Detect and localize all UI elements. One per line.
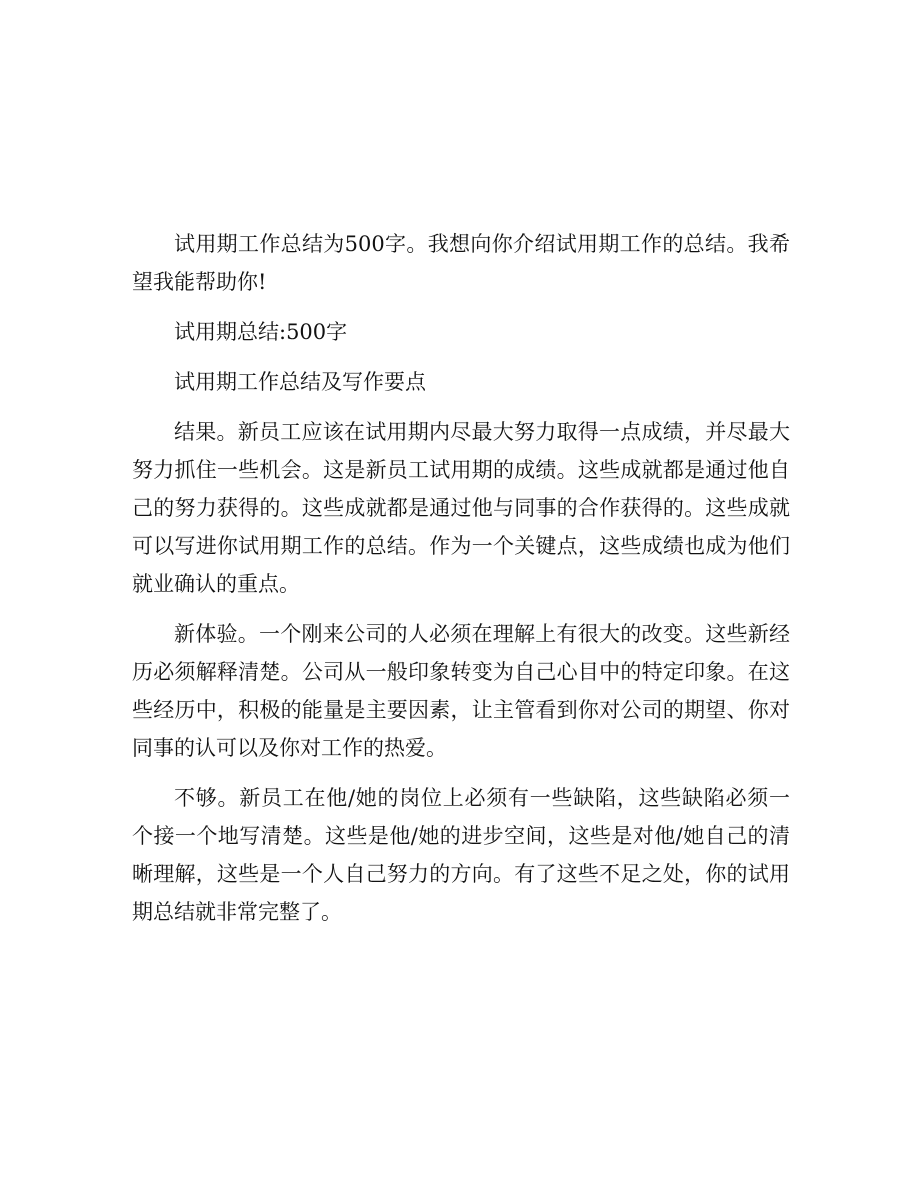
summary-heading: 试用期总结:500字 <box>174 320 348 344</box>
document-body <box>132 225 790 943</box>
section-heading: 试用期工作总结及写作要点 <box>174 370 426 394</box>
shortcomings-paragraph: 不够。新员工在他/她的岗位上必须有一些缺陷，这些缺陷必须一个接一个地写清楚。这些是他/她的进步空间，这些是对他/她自己的清晰理解，这些是一个人自己努力的方向。有了这些不足之处，你的试用期总结就非常完整了。 <box>132 786 790 924</box>
intro-paragraph: 试用期工作总结为500字。我想向你介绍试用期工作的总结。我希望我能帮助你! <box>132 232 790 294</box>
experience-paragraph: 新体验。一个刚来公司的人必须在理解上有很大的改变。这些新经历必须解释清楚。公司从一般印象转变为自己心目中的特定印象。在这些经历中，积极的能量是主要因素，让主管看到你对公司的期望、你对同事的认可以及你对工作的热爱。 <box>132 622 790 760</box>
results-paragraph: 结果。新员工应该在试用期内尽最大努力取得一点成绩，并尽最大努力抓住一些机会。这是新员工试用期的成绩。这些成就都是通过他自己的努力获得的。这些成就都是通过他与同事的合作获得的。这些成就可以写进你试用期工作的总结。作为一个关键点，这些成绩也成为他们就业确认的重点。 <box>132 420 790 596</box>
